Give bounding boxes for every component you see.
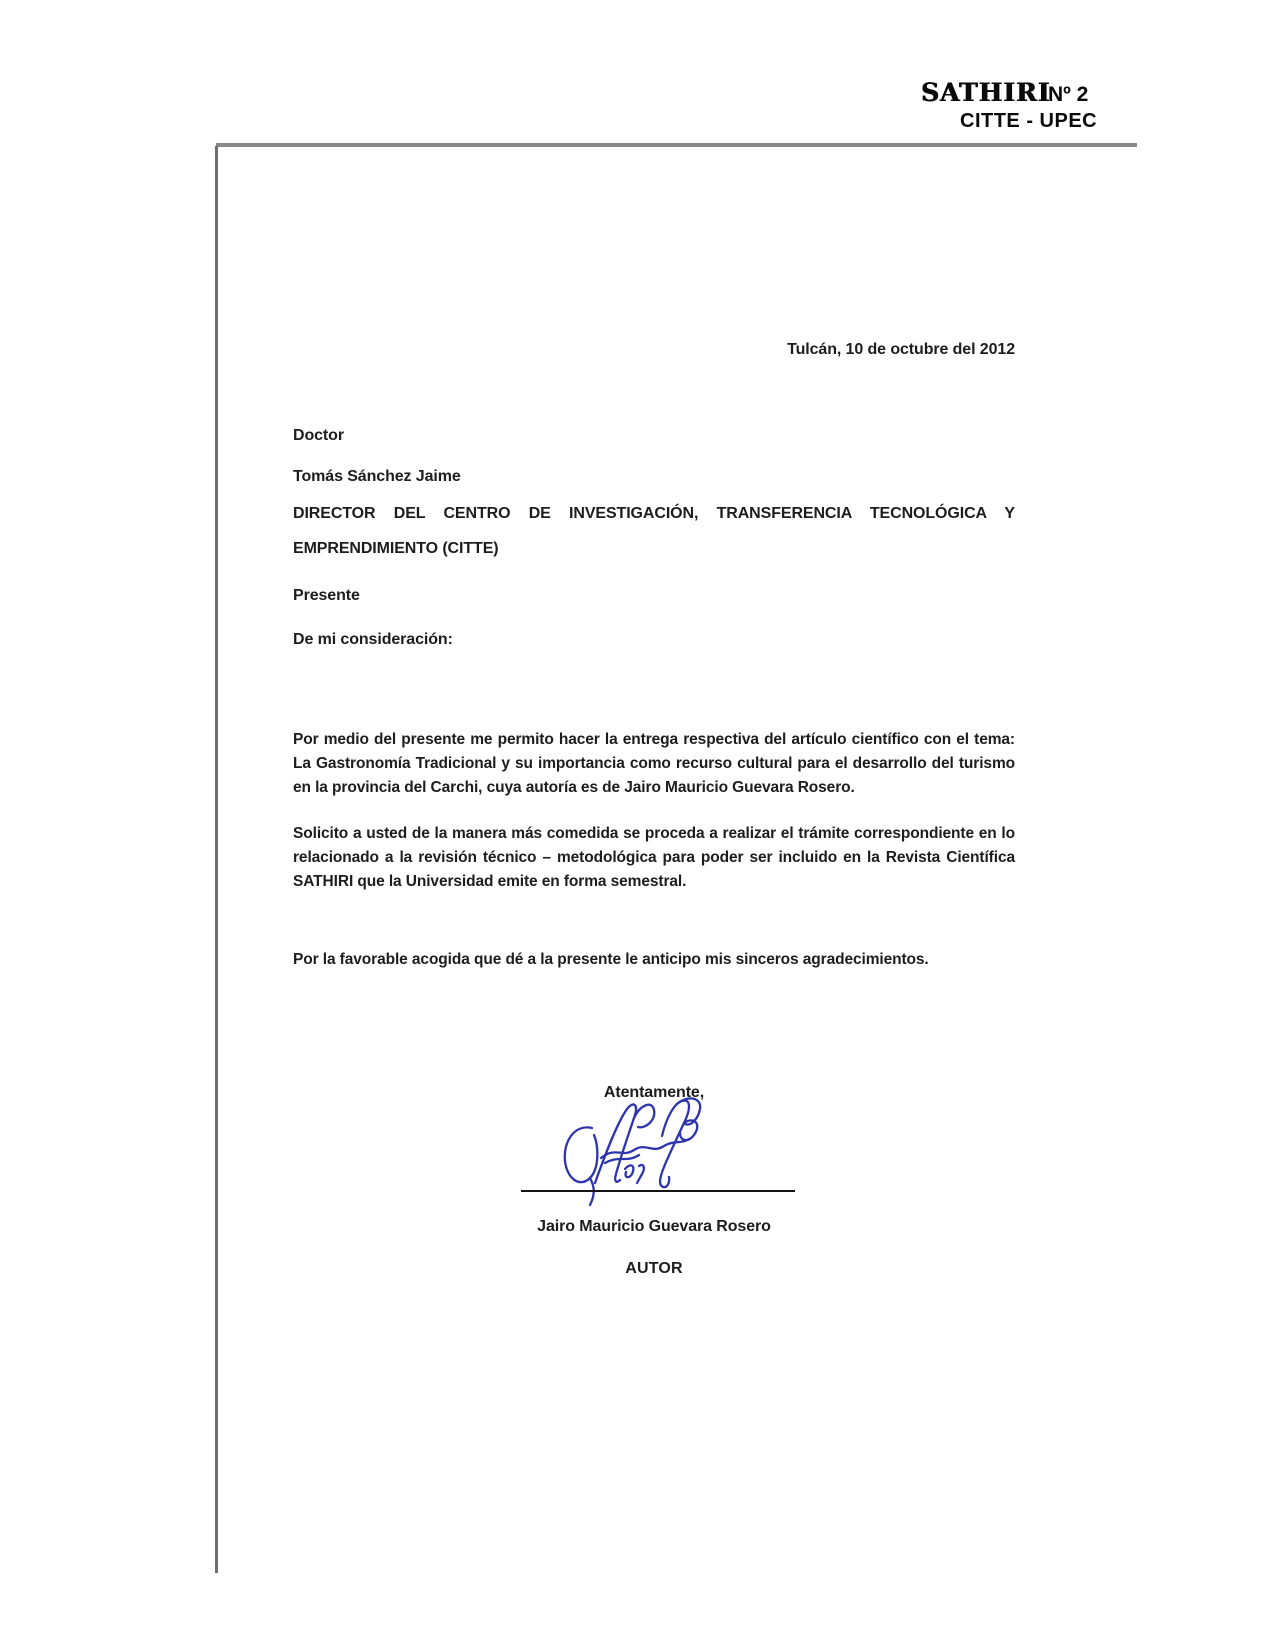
journal-organization: CITTE - UPEC xyxy=(960,110,1098,132)
signer-name: Jairo Mauricio Guevara Rosero xyxy=(537,1218,771,1235)
paragraph-thanks: Por la favorable acogida que dé a la presente le anticipo mis sinceros agradecimientos. xyxy=(293,951,929,968)
salutation: De mi consideración: xyxy=(293,631,453,648)
recipient-position-line2: EMPRENDIMIENTO (CITTE) xyxy=(293,540,499,557)
signer-role: AUTOR xyxy=(625,1260,683,1277)
paragraph-delivery: Por medio del presente me permito hacer la entrega respectiva del artículo científico con el tema: La Gastronomía Tradicional y su importancia como recurso cultural para el desarrollo del turismo en la provincia del Carchi, cuya autoría es de Jairo Mauricio Guevara Rosero. xyxy=(293,731,1015,796)
recipient-name: Tomás Sánchez Jaime xyxy=(293,468,461,485)
recipient-title: Doctor xyxy=(293,427,344,444)
page-left-border xyxy=(215,146,218,1573)
signature-rule xyxy=(521,1190,795,1192)
paragraph-request: Solicito a usted de la manera más comedida se proceda a realizar el trámite correspondiente en lo relacionado a la revisión técnico – metodológica para poder ser incluido en la Revista Científica SATHIRI que la Universidad emite en forma semestral. xyxy=(293,825,1015,890)
journal-title: SATHIRI xyxy=(921,78,1051,107)
presente-label: Presente xyxy=(293,587,360,604)
letter-body xyxy=(293,0,1015,1650)
closing-phrase: Atentamente, xyxy=(603,1084,705,1101)
letter-date: Tulcán, 10 de octubre del 2012 xyxy=(787,341,1015,358)
recipient-position-line1: DIRECTOR DEL CENTRO DE INVESTIGACIÓN, TRANSFERENCIA TECNOLÓGICA Y xyxy=(293,505,1015,522)
journal-issue-number: Nº 2 xyxy=(1048,83,1089,106)
